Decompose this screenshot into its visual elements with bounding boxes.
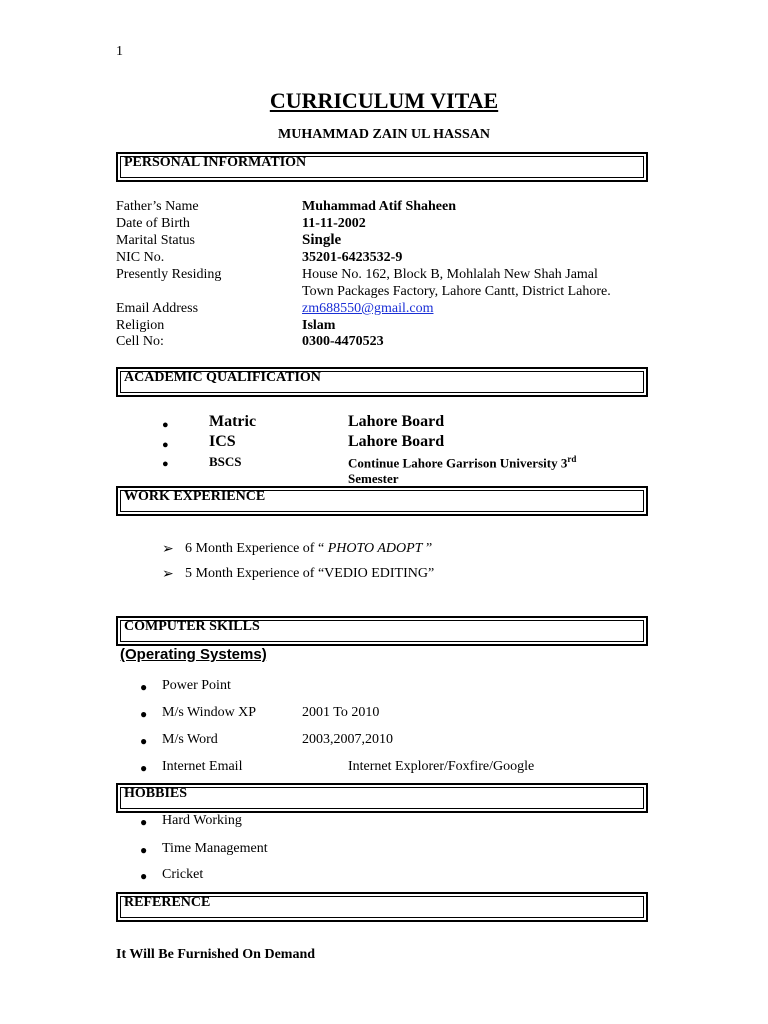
operating-systems-subheading: (Operating Systems) xyxy=(120,646,267,663)
section-header-hobbies xyxy=(116,783,648,813)
cell-label: Cell No: xyxy=(116,334,164,349)
hobby-item: Hard Working xyxy=(162,813,242,828)
nic-label: NIC No. xyxy=(116,250,165,265)
arrow-bullet-icon: ➢ xyxy=(162,542,174,557)
arrow-bullet-icon: ➢ xyxy=(162,567,174,582)
bullet-dot-icon: ● xyxy=(140,843,148,857)
academic-degree: BSCS xyxy=(209,454,242,469)
hobby-item: Cricket xyxy=(162,867,204,882)
section-header-personal xyxy=(116,152,648,182)
residing-label: Presently Residing xyxy=(116,267,222,282)
dob-value: 11-11-2002 xyxy=(302,216,366,231)
bullet-dot-icon: ● xyxy=(162,419,169,431)
dob-label: Date of Birth xyxy=(116,216,190,231)
email-link[interactable]: zm688550@gmail.com xyxy=(302,301,434,316)
skill-label: Internet Email xyxy=(162,759,243,774)
academic-board-text: Continue Lahore Garrison University 3 xyxy=(348,455,568,471)
nic-value: 35201-6423532-9 xyxy=(302,250,403,265)
section-label: COMPUTER SKILLS xyxy=(124,619,260,634)
address-line-1: House No. 162, Block B, Mohlalah New Shah Jamal xyxy=(302,267,598,282)
bullet-dot-icon: ● xyxy=(140,734,148,748)
academic-board: Lahore Board xyxy=(348,433,445,450)
work-item-1-prefix: 6 Month Experience of “ xyxy=(185,541,328,556)
work-item-1-highlight: PHOTO ADOPT xyxy=(327,541,423,556)
bullet-dot-icon: ● xyxy=(140,869,148,883)
academic-board xyxy=(348,454,576,471)
religion-value: Islam xyxy=(302,318,336,333)
academic-degree: ICS xyxy=(209,433,236,450)
address-line-2: Town Packages Factory, Lahore Cantt, District Lahore. xyxy=(302,284,611,299)
section-label: REFERENCE xyxy=(124,895,211,910)
skill-value: Internet Explorer/Foxfire/Google xyxy=(348,759,535,774)
bullet-dot-icon: ● xyxy=(140,707,148,721)
religion-label: Religion xyxy=(116,318,165,333)
section-header-academic xyxy=(116,367,648,397)
section-header-computer xyxy=(116,616,648,646)
academic-board-line-2: Semester xyxy=(348,471,399,486)
bullet-dot-icon: ● xyxy=(162,458,169,470)
academic-board: Lahore Board xyxy=(348,413,445,430)
marital-label: Marital Status xyxy=(116,233,195,248)
section-label: ACADEMIC QUALIFICATION xyxy=(124,370,321,385)
candidate-name: MUHAMMAD ZAIN UL HASSAN xyxy=(278,127,490,142)
section-header-reference xyxy=(116,892,648,922)
email-label: Email Address xyxy=(116,301,199,316)
section-header-work xyxy=(116,486,648,516)
skill-value: 2003,2007,2010 xyxy=(302,732,393,747)
bullet-dot-icon: ● xyxy=(140,680,148,694)
hobby-item: Time Management xyxy=(162,841,268,856)
document-title-text: CURRICULUM VITAE xyxy=(269,88,499,113)
bullet-dot-icon: ● xyxy=(140,815,148,829)
ordinal-suffix: rd xyxy=(567,454,577,464)
bullet-dot-icon: ● xyxy=(162,439,169,451)
skill-label: M/s Word xyxy=(162,732,218,747)
section-label: PERSONAL INFORMATION xyxy=(124,155,307,170)
section-label: WORK EXPERIENCE xyxy=(124,489,266,504)
section-label: HOBBIES xyxy=(124,786,188,801)
fathers-name-value: Muhammad Atif Shaheen xyxy=(302,199,457,214)
document-title xyxy=(0,88,768,114)
skill-label: Power Point xyxy=(162,678,231,693)
academic-degree: Matric xyxy=(209,413,257,430)
bullet-dot-icon: ● xyxy=(140,761,148,775)
skill-value: 2001 To 2010 xyxy=(302,705,380,720)
fathers-name-label: Father’s Name xyxy=(116,199,199,214)
marital-value: Single xyxy=(302,232,342,248)
skill-label: M/s Window XP xyxy=(162,705,257,720)
page-number: 1 xyxy=(116,44,123,59)
work-item-2: 5 Month Experience of “VEDIO EDITING” xyxy=(185,566,435,581)
work-item-1 xyxy=(185,541,432,557)
cell-value: 0300-4470523 xyxy=(302,334,384,349)
reference-note: It Will Be Furnished On Demand xyxy=(116,947,316,962)
work-item-1-suffix: ” xyxy=(422,541,433,556)
